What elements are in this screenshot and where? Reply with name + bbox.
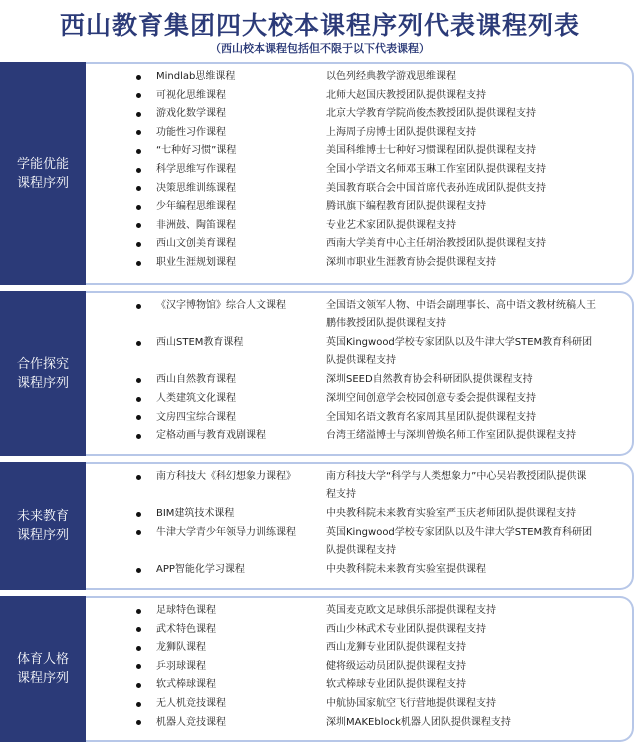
bullet-dot	[136, 646, 141, 651]
course-provider: 美国教育联合会中国首席代表孙连成团队提供支持	[326, 182, 546, 194]
course-provider: 软式棒球专业团队提供课程支持	[326, 679, 466, 691]
bullet-dot	[136, 609, 141, 614]
course-name: 功能性习作课程	[156, 126, 226, 138]
course-provider: 专业艺术家团队提供课程支持	[326, 219, 456, 231]
bullet-dot	[136, 512, 141, 517]
course-provider: 深圳SEED自然教育协会科研团队提供课程支持	[326, 374, 533, 386]
course-name: “七种好习惯”课程	[156, 145, 237, 157]
course-name: 软式棒球课程	[156, 679, 216, 691]
section-category: 未来教育 课程序列	[0, 462, 86, 590]
course-name: 龙狮队课程	[156, 642, 206, 654]
course-provider: 全国语文领军人物、中语会副理事长、高中语文教材统稿人王鹏伟教授团队提供课程支持	[326, 300, 596, 329]
course-provider: 北师大赵国庆教授团队提供课程支持	[326, 89, 486, 101]
course-provider: 南方科技大学“科学与人类想象力”中心吴岩教授团队提供课程支持	[326, 471, 587, 500]
bullet-dot	[136, 475, 141, 480]
course-provider: 上海周子房博士团队提供课程支持	[326, 126, 476, 138]
bullet-dot	[136, 168, 141, 173]
bullet-dot	[136, 205, 141, 210]
course-name: 少年编程思维课程	[156, 201, 236, 213]
bullet-dot	[136, 149, 141, 154]
course-name: 西山文创美育课程	[156, 238, 236, 250]
bullet-dot	[136, 261, 141, 266]
course-provider: 英国Kingwood学校专家团队以及牛津大学STEM教育科研团队提供课程支持	[326, 337, 593, 367]
course-name: 可视化思维课程	[156, 89, 226, 101]
section-category: 合作探究 课程序列	[0, 291, 86, 456]
course-provider: 健将级运动员团队提供课程支持	[326, 660, 466, 672]
course-name: 机器人竞技课程	[156, 716, 226, 728]
course-provider: 西山龙狮专业团队提供课程支持	[326, 642, 466, 654]
bullet-dot	[136, 75, 141, 80]
course-provider: 台湾王绪溢博士与深圳曾焕名师工作室团队提供课程支持	[326, 430, 576, 442]
course-name: 游戏化数学课程	[156, 108, 226, 120]
course-name: 无人机竞技课程	[156, 698, 226, 709]
course-provider: 西南大学美育中心主任胡治教授团队提供课程支持	[326, 238, 546, 250]
course-provider: 西山少林武术专业团队提供课程支持	[326, 623, 486, 635]
course-name: 决策思维训练课程	[156, 182, 236, 194]
bullet-dot	[136, 397, 141, 402]
page-title: 西山教育集团四大校本课程序列代表课程列表	[59, 11, 580, 40]
course-provider: 北京大学教育学院尚俊杰教授团队提供课程支持	[326, 108, 536, 120]
bullet-dot	[136, 341, 141, 346]
course-name: 科学思维写作课程	[156, 164, 236, 175]
course-name: 定格动画与教育戏剧课程	[156, 430, 266, 442]
course-name: 文房四宝综合课程	[156, 411, 236, 423]
bullet-dot	[136, 702, 141, 707]
course-name: 乒羽球课程	[156, 660, 206, 672]
section-category: 体育人格 课程序列	[0, 596, 86, 742]
course-provider: 以色列经典教学游戏思维课程	[326, 71, 456, 82]
bullet-dot	[136, 304, 141, 309]
course-name: 西山STEM教育课程	[156, 337, 244, 349]
course-provider: 深圳空间创意学会校园创意专委会提供课程支持	[326, 393, 536, 404]
course-provider: 全国知名语文教育名家周其星团队提供课程支持	[326, 411, 536, 423]
bullet-dot	[136, 242, 141, 247]
course-name: 南方科技大《科幻想象力课程》	[156, 471, 296, 482]
course-provider: 中航协国家航空飞行营地提供课程支持	[326, 698, 496, 709]
section-category: 学能优能 课程序列	[0, 62, 86, 285]
course-name: 《汉字博物馆》综合人文课程	[156, 300, 286, 311]
course-name: 西山自然教育课程	[156, 374, 236, 386]
course-name: 牛津大学青少年领导力训练课程	[156, 526, 296, 538]
course-name: 人类建筑文化课程	[156, 393, 236, 404]
course-provider: 中央教科院未来教育实验室提供课程	[326, 564, 486, 575]
course-provider: 中央教科院未来教育实验室严玉庆老师团队提供课程支持	[326, 508, 576, 520]
course-name: BIM建筑技术课程	[156, 508, 235, 520]
course-provider: 英国Kingwood学校专家团队以及牛津大学STEM教育科研团队提供课程支持	[326, 526, 593, 556]
bullet-dot	[136, 434, 141, 439]
course-name: 职业生涯规划课程	[156, 257, 236, 268]
bullet-dot	[136, 378, 141, 383]
course-name: 足球特色课程	[156, 605, 216, 616]
course-name: 非洲鼓、陶笛课程	[156, 219, 236, 231]
bullet-dot	[136, 112, 141, 117]
course-provider: 腾讯旗下编程教育团队提供课程支持	[326, 201, 486, 213]
course-name: Mindlab思维课程	[156, 71, 236, 82]
page-subtitle: （西山校本课程包括但不限于以下代表课程）	[210, 42, 430, 55]
bullet-dot	[136, 568, 141, 573]
course-name: 武术特色课程	[156, 623, 216, 635]
course-provider: 深圳MAKEblock机器人团队提供课程支持	[326, 716, 511, 728]
course-provider: 英国麦克欧文足球俱乐部提供课程支持	[326, 605, 496, 616]
course-name: APP智能化学习课程	[156, 564, 245, 575]
course-provider: 深圳市职业生涯教育协会提供课程支持	[326, 257, 496, 268]
bullet-dot	[136, 683, 141, 688]
course-provider: 全国小学语文名师邓玉琳工作室团队提供课程支持	[326, 164, 546, 175]
course-provider: 美国科维博士七种好习惯课程团队提供课程支持	[326, 145, 536, 157]
